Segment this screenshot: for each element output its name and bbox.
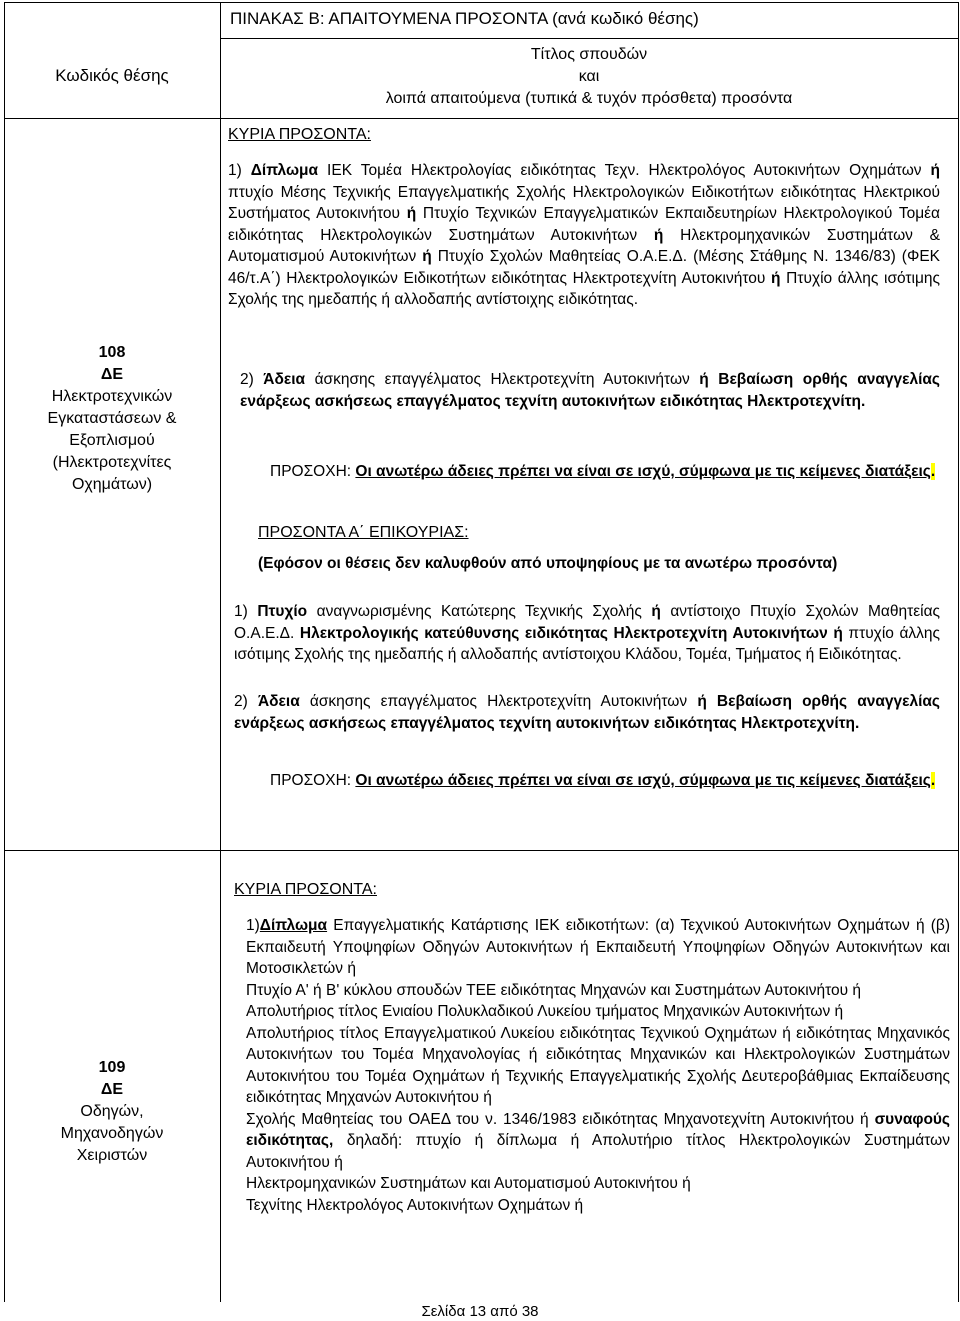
qualification-paragraph-1: 1)Δίπλωμα Επαγγελματικής Κατάρτισης ΙΕΚ ειδικοτήτων: (α) Τεχνικού Αυτοκινήτων Οχημάτων ή (β) Εκπαιδευτή Υποψηφίων Οδηγών Αυτοκινήτων ή Εκπαιδευτή Υποψηφίων Οδηγών Αυτοκινήτων και Μοτοσικλετών ή: [246, 917, 951, 977]
column-header-code: Κωδικός θέσης: [55, 66, 169, 85]
license-notice-2: ΠΡΟΣΟΧΗ: Οι ανωτέρω άδειες πρέπει να είναι σε ισχύ, σύμφωνα με τις κείμενες διατάξεις.: [270, 772, 936, 789]
alternate-item-2: 2) Άδεια άσκησης επαγγέλματος Ηλεκτροτεχνίτη Αυτοκινήτων ή Βεβαίωση ορθής αναγγελίας ενάρξεως ασκήσεως επαγγέλματος τεχνίτη αυτοκινήτων ειδικότητας Ηλεκτροτεχνίτη.: [234, 693, 940, 732]
main-qualifications-heading: ΚΥΡΙΑ ΠΡΟΣΟΝΤΑ:: [228, 126, 371, 143]
qualification-paragraph-4: Απολυτήριος τίτλος Επαγγελματικού Λυκείου ειδικότητας Τεχνικού Οχημάτων ή ειδικότητας Μηχανικός Αυτοκινήτων του Τομέα Μηχανολογίας ή ειδικότητας Μηχανικών και Ηλεκτρολογικών Συστημάτων Αυτοκινήτου του Τομέα Οχημάτων ή Τεχνικής Επαγγελματικής Σχολής Δευτεροβάθμιας Εκπαίδευσης ειδικότητας Μηχανών Αυτοκινήτου ή: [246, 1024, 950, 1106]
license-notice-1: ΠΡΟΣΟΧΗ: Οι ανωτέρω άδειες πρέπει να είναι σε ισχύ, σύμφωνα με τις κείμενες διατάξεις.: [270, 463, 936, 480]
qualification-paragraph-2: Πτυχίο Α' ή Β' κύκλου σπουδών ΤΕΕ ειδικότητας Μηχανών και Συστημάτων Αυτοκινήτου ή: [246, 981, 862, 999]
main-qualifications-heading-109: ΚΥΡΙΑ ΠΡΟΣΟΝΤΑ:: [234, 881, 377, 898]
qualification-item-1: 1) Δίπλωμα ΙΕΚ Τομέα Ηλεκτρολογίας ειδικότητας Τεχν. Ηλεκτρολόγος Αυτοκινήτων Οχημάτων ή πτυχίο Μέσης Τεχνικής Επαγγελματικής Σχολής Ηλεκτρολογικών Ειδικοτήτων ειδικότητας Ηλεκτρικού Συστήματος Αυτοκινήτου ή Πτυχίο Τεχνικών Επαγγελματικών Εκπαιδευτηρίων Ηλεκτρολογικού Τομέα ειδικότητας Ηλεκτρολογικών Συστημάτων Αυτοκινήτων ή Ηλεκτρομηχανικών Συστημάτων & Αυτοματισμού Αυτοκινήτων ή Πτυχίο Σχολών Μαθητείας Ο.Α.Ε.Δ. (Μέσης Στάθμης Ν. 1346/83) (ΦΕΚ 46/τ.Α΄) Ηλεκτρολογικών Ειδικοτήτων ειδικότητας Ηλεκτροτεχνίτη Αυτοκινήτου ή Πτυχίο άλλης ισότιμης Σχολής της ημεδαπής ή αλλοδαπής αντίστοιχης ειδικότητας.: [228, 162, 941, 308]
qualification-paragraph-5: Σχολής Μαθητείας του ΟΑΕΔ του ν. 1346/1983 ειδικότητας Μηχανοτεχνίτη Αυτοκινήτου ή συναφούς ειδικότητας, δηλαδή: πτυχίο ή δίπλωμα ή Απολυτήριο τίτλος Ηλεκτρολογικών Συστημάτων Αυτοκινήτου ή: [246, 1110, 951, 1171]
position-code-108: 108 ΔΕ Ηλεκτροτεχνικών Εγκαταστάσεων & Εξοπλισμού (Ηλεκτροτεχνίτες Οχημάτων): [47, 344, 177, 493]
row-divider: [4, 850, 958, 851]
table-title: ΠΙΝΑΚΑΣ Β: ΑΠΑΙΤΟΥΜΕΝΑ ΠΡΟΣΟΝΤΑ (ανά κωδικό θέσης): [230, 9, 699, 28]
header-divider: [4, 118, 958, 119]
alternate-qualifications-heading: ΠΡΟΣΟΝΤΑ Α΄ ΕΠΙΚΟΥΡΙΑΣ:: [258, 524, 469, 541]
qualification-paragraph-6: Ηλεκτρομηχανικών Συστημάτων και Αυτοματισμού Αυτοκινήτου ή: [246, 1175, 691, 1192]
position-code-109: 109 ΔΕ Οδηγών, Μηχανοδηγών Χειριστών: [60, 1059, 164, 1164]
title-cell-divider: [220, 38, 958, 39]
alternate-intro: (Εφόσον οι θέσεις δεν καλυφθούν από υποψηφίους με τα ανωτέρω προσόντα): [258, 555, 838, 572]
alternate-item-1: 1) Πτυχίο αναγνωρισμένης Κατώτερης Τεχνικής Σχολής ή αντίστοιχο Πτυχίο Σχολών Μαθητείας Ο.Α.Ε.Δ. Ηλεκτρολογικής κατεύθυνσης ειδικότητας Ηλεκτροτεχνίτη Αυτοκινήτων ή πτυχίο άλλης ισότιμης Σχολής της ημεδαπής ή αλλοδαπής αντίστοιχου Κλάδου, Τομέα, Τμήματος ή Ειδικότητας.: [234, 603, 941, 663]
qualification-item-2: 2) Άδεια άσκησης επαγγέλματος Ηλεκτροτεχνίτη Αυτοκινήτων ή Βεβαίωση ορθής αναγγελίας ενάρξεως ασκήσεως επαγγέλματος τεχνίτη αυτοκινήτων ειδικότητας Ηλεκτροτεχνίτη.: [240, 371, 940, 410]
qualification-list-109: [246, 915, 950, 1216]
column-header-title: Τίτλος σπουδών και λοιπά απαιτούμενα (τυπικά & τυχόν πρόσθετα) προσόντα: [385, 46, 793, 107]
table-right-border: [958, 2, 959, 1302]
column-divider: [220, 2, 221, 1302]
table-top-border: [4, 2, 958, 3]
qualification-paragraph-3: Απολυτήριος τίτλος Ενιαίου Πολυκλαδικού Λυκείου τμήματος Μηχανικών Αυτοκινήτων ή: [246, 1003, 844, 1020]
page-number: Σελίδα 13 από 38: [421, 1303, 539, 1320]
qualification-paragraph-7: Τεχνίτης Ηλεκτρολόγος Αυτοκινήτων Οχημάτων ή: [246, 1196, 584, 1214]
